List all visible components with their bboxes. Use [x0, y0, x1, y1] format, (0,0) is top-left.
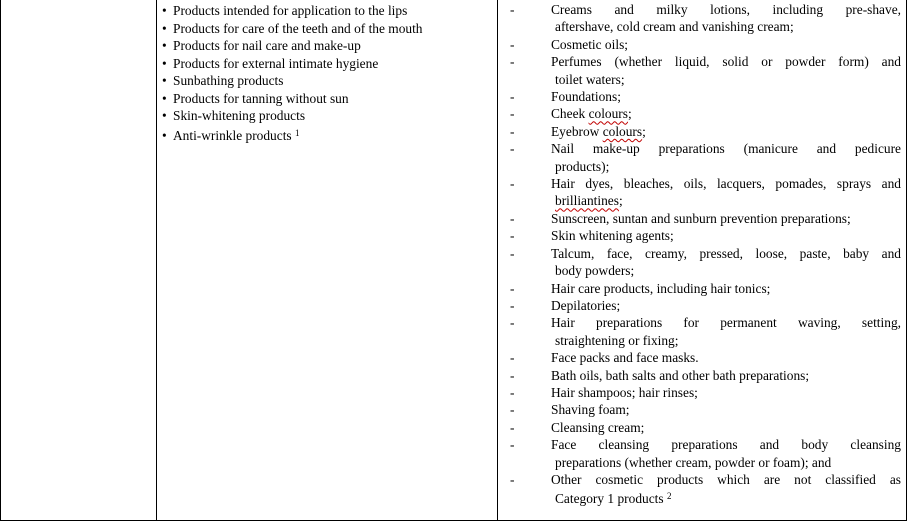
list-item: - Cosmetic oils; — [510, 36, 628, 52]
column-divider — [156, 0, 157, 520]
product-examples-cell — [503, 1, 901, 508]
list-item: • Products for care of the teeth and of the mouth — [162, 20, 423, 36]
list-item: - Skin whitening agents; — [510, 228, 674, 244]
list-item: - Hair care products, including hair tonics; — [510, 280, 771, 296]
list-item: - Face packs and face masks. — [510, 350, 699, 366]
list-item: - Bath oils, bath salts and other bath preparations; — [510, 367, 810, 383]
list-item: • Anti-wrinkle products $^1$ — [162, 127, 300, 143]
list-item: - Face cleansing preparations and body cleansing preparations (whether cream, powder or foam); and — [510, 437, 901, 470]
footnote-ref[interactable]: 1 — [295, 127, 300, 138]
list-item: - Cheek colours; — [510, 106, 632, 122]
list-item: - Perfumes (whether liquid, solid or powder form) and toilet waters; — [510, 54, 901, 87]
list-item: - Creams and milky lotions, including pre-shave, aftershave, cold cream and vanishing cream; — [510, 2, 901, 35]
list-item: - Hair preparations for permanent waving, setting, straightening or fixing; — [510, 315, 901, 348]
list-item: • Products for tanning without sun — [162, 90, 349, 106]
list-item: - Depilatories; — [510, 297, 621, 313]
list-item: • Products for nail care and make-up — [162, 38, 361, 53]
column-divider — [497, 0, 498, 520]
list-item: - Nail make-up preparations (manicure and pedicure products); — [510, 141, 901, 174]
list-item: - Shaving foam; — [510, 402, 630, 418]
list-item: - Cleansing cream; — [510, 419, 645, 435]
list-item: • Products for external intimate hygiene — [162, 55, 379, 71]
list-item: - Talcum, face, creamy, pressed, loose, paste, baby and body powders; — [510, 245, 901, 279]
list-item: - Hair dyes, bleaches, oils, lacquers, pomades, sprays and brilliantines; — [510, 176, 901, 209]
list-item: • Products intended for application to the lips — [162, 3, 408, 18]
footnote-ref[interactable]: 2 — [666, 491, 672, 502]
list-item: - Foundations; — [510, 89, 621, 105]
list-item: - Other cosmetic products which are not classified as Category 1 products $^2$ — [510, 471, 901, 507]
list-item: • Sunbathing products — [162, 73, 284, 88]
list-item: - Sunscreen, suntan and sunburn prevention preparations; — [510, 210, 851, 226]
list-item: • Skin-whitening products — [162, 108, 306, 123]
list-item: - Eyebrow colours; — [510, 123, 646, 139]
product-categories-cell — [162, 2, 492, 144]
list-item: - Hair shampoos; hair rinses; — [510, 384, 698, 400]
